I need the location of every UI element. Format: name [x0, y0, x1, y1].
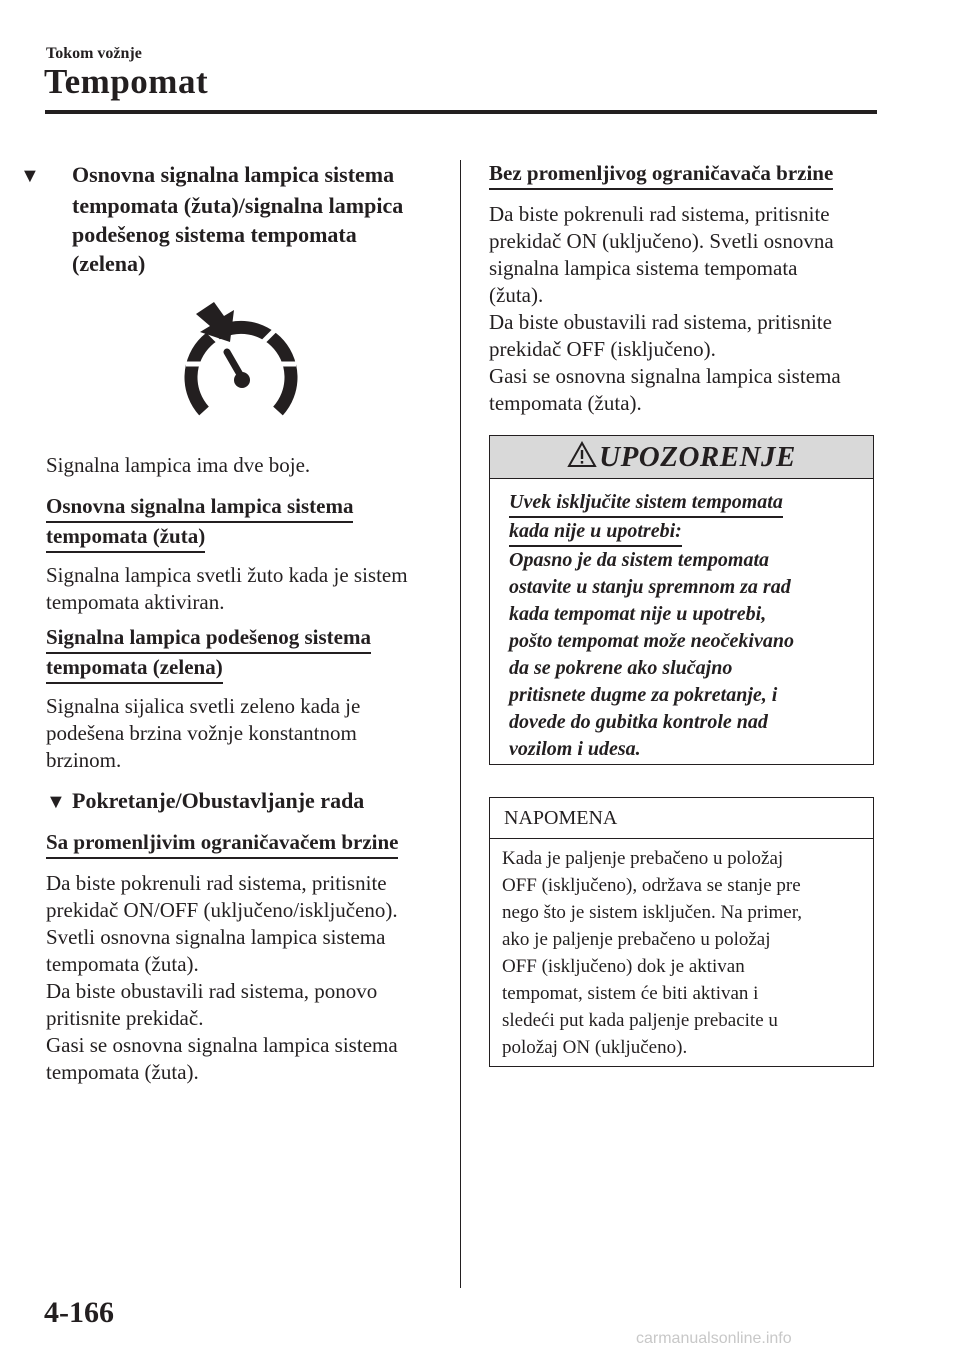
yellow-indicator-text: Signalna lampica svetli žuto kada je sistem tempomata aktiviran.	[46, 563, 408, 614]
subheading-yellow-indicator	[46, 493, 353, 553]
warning-body: Opasno je da sistem tempomata ostavite u stanju spremnom za rad kada tempomat nije u upotrebi, pošto tempomat može neočekivano da se pokrene ako slučajno pritisnete dugme za pokretanje, i dovede do gubitka kontrole nad vozilom i udesa.	[509, 549, 794, 760]
subheading-line: Signalna lampica podešenog sistema	[46, 624, 371, 654]
note-body: Kada je paljenje prebačeno u položaj OFF (isključeno), održava se stanje pre nego što je sistem isključen. Na primer, ako je paljenje prebačeno u položaj OFF (isključeno) dok je aktivan tempomat, sistem će biti aktivan i sledeći put kada paljenje prebacite u položaj ON (uključeno).	[502, 848, 803, 1058]
warning-title: UPOZORENJE	[599, 441, 796, 473]
warning-lead-line: kada nije u upotrebi:	[509, 518, 682, 547]
with-limiter-text: Da biste pokrenuli rad sistema, pritisnite prekidač ON/OFF (uključeno/isključeno). Svetli osnovna signalna lampica sistema tempomata (žuta). Da biste obustavili rad sistema, ponovo pritisnite prekidač. Gasi se osnovna signalna lampica sistema tempomata (žuta).	[46, 871, 398, 1084]
warning-lead-line: Uvek isključite sistem tempomata	[509, 489, 783, 518]
section-heading-line: tempomata (žuta)/signalna lampica	[72, 193, 404, 218]
subheading-line: Osnovna signalna lampica sistema	[46, 493, 353, 523]
column-divider	[460, 160, 461, 1288]
subheading-line: tempomata (zelena)	[46, 654, 223, 684]
cruise-control-speedometer-icon	[180, 302, 302, 429]
warning-header	[490, 436, 873, 479]
watermark: carmanualsonline.info	[636, 1330, 792, 1347]
section-heading-start-stop	[46, 786, 364, 817]
green-indicator-text: Signalna sijalica svetli zeleno kada je podešena brzina vožnje konstantnom brzinom.	[46, 694, 361, 772]
subheading-green-indicator	[46, 624, 371, 684]
section-heading-line: Osnovna signalna lampica sistema	[72, 162, 395, 187]
breadcrumb: Tokom vožnje	[46, 45, 142, 62]
section-heading-line: podešenog sistema tempomata	[72, 222, 357, 247]
warning-triangle-icon	[567, 441, 597, 473]
without-limiter-text: Da biste pokrenuli rad sistema, pritisnite prekidač ON (uključeno). Svetli osnovna signalna lampica sistema tempomata (žuta). Da biste obustavili rad sistema, pritisnite prekidač OFF (isključeno). Gasi se osnovna signalna lampica sistema tempomata (žuta).	[489, 202, 841, 415]
section-marker-icon: ▼	[20, 165, 40, 187]
section-heading-indicator	[20, 160, 446, 278]
note-header	[490, 798, 873, 839]
page-title: Tempomat	[44, 62, 209, 101]
subheading-line: Sa promenljivim ograničavačem brzine	[46, 829, 398, 859]
page-number: 4-166	[44, 1296, 114, 1329]
title-rule	[45, 110, 877, 114]
subheading-line: Bez promenljivog ograničavača brzine	[489, 160, 833, 190]
note-title: NAPOMENA	[504, 807, 618, 829]
note-box	[489, 797, 874, 1067]
subheading-without-limiter	[489, 160, 833, 190]
section-heading-line: (zelena)	[72, 251, 146, 276]
section-marker-icon: ▼	[46, 791, 66, 813]
intro-text: Signalna lampica ima dve boje.	[46, 453, 311, 477]
warning-box	[489, 435, 874, 765]
subheading-line: tempomata (žuta)	[46, 523, 205, 553]
section-heading-text: Pokretanje/Obustavljanje rada	[72, 788, 365, 813]
subheading-with-limiter	[46, 829, 398, 859]
